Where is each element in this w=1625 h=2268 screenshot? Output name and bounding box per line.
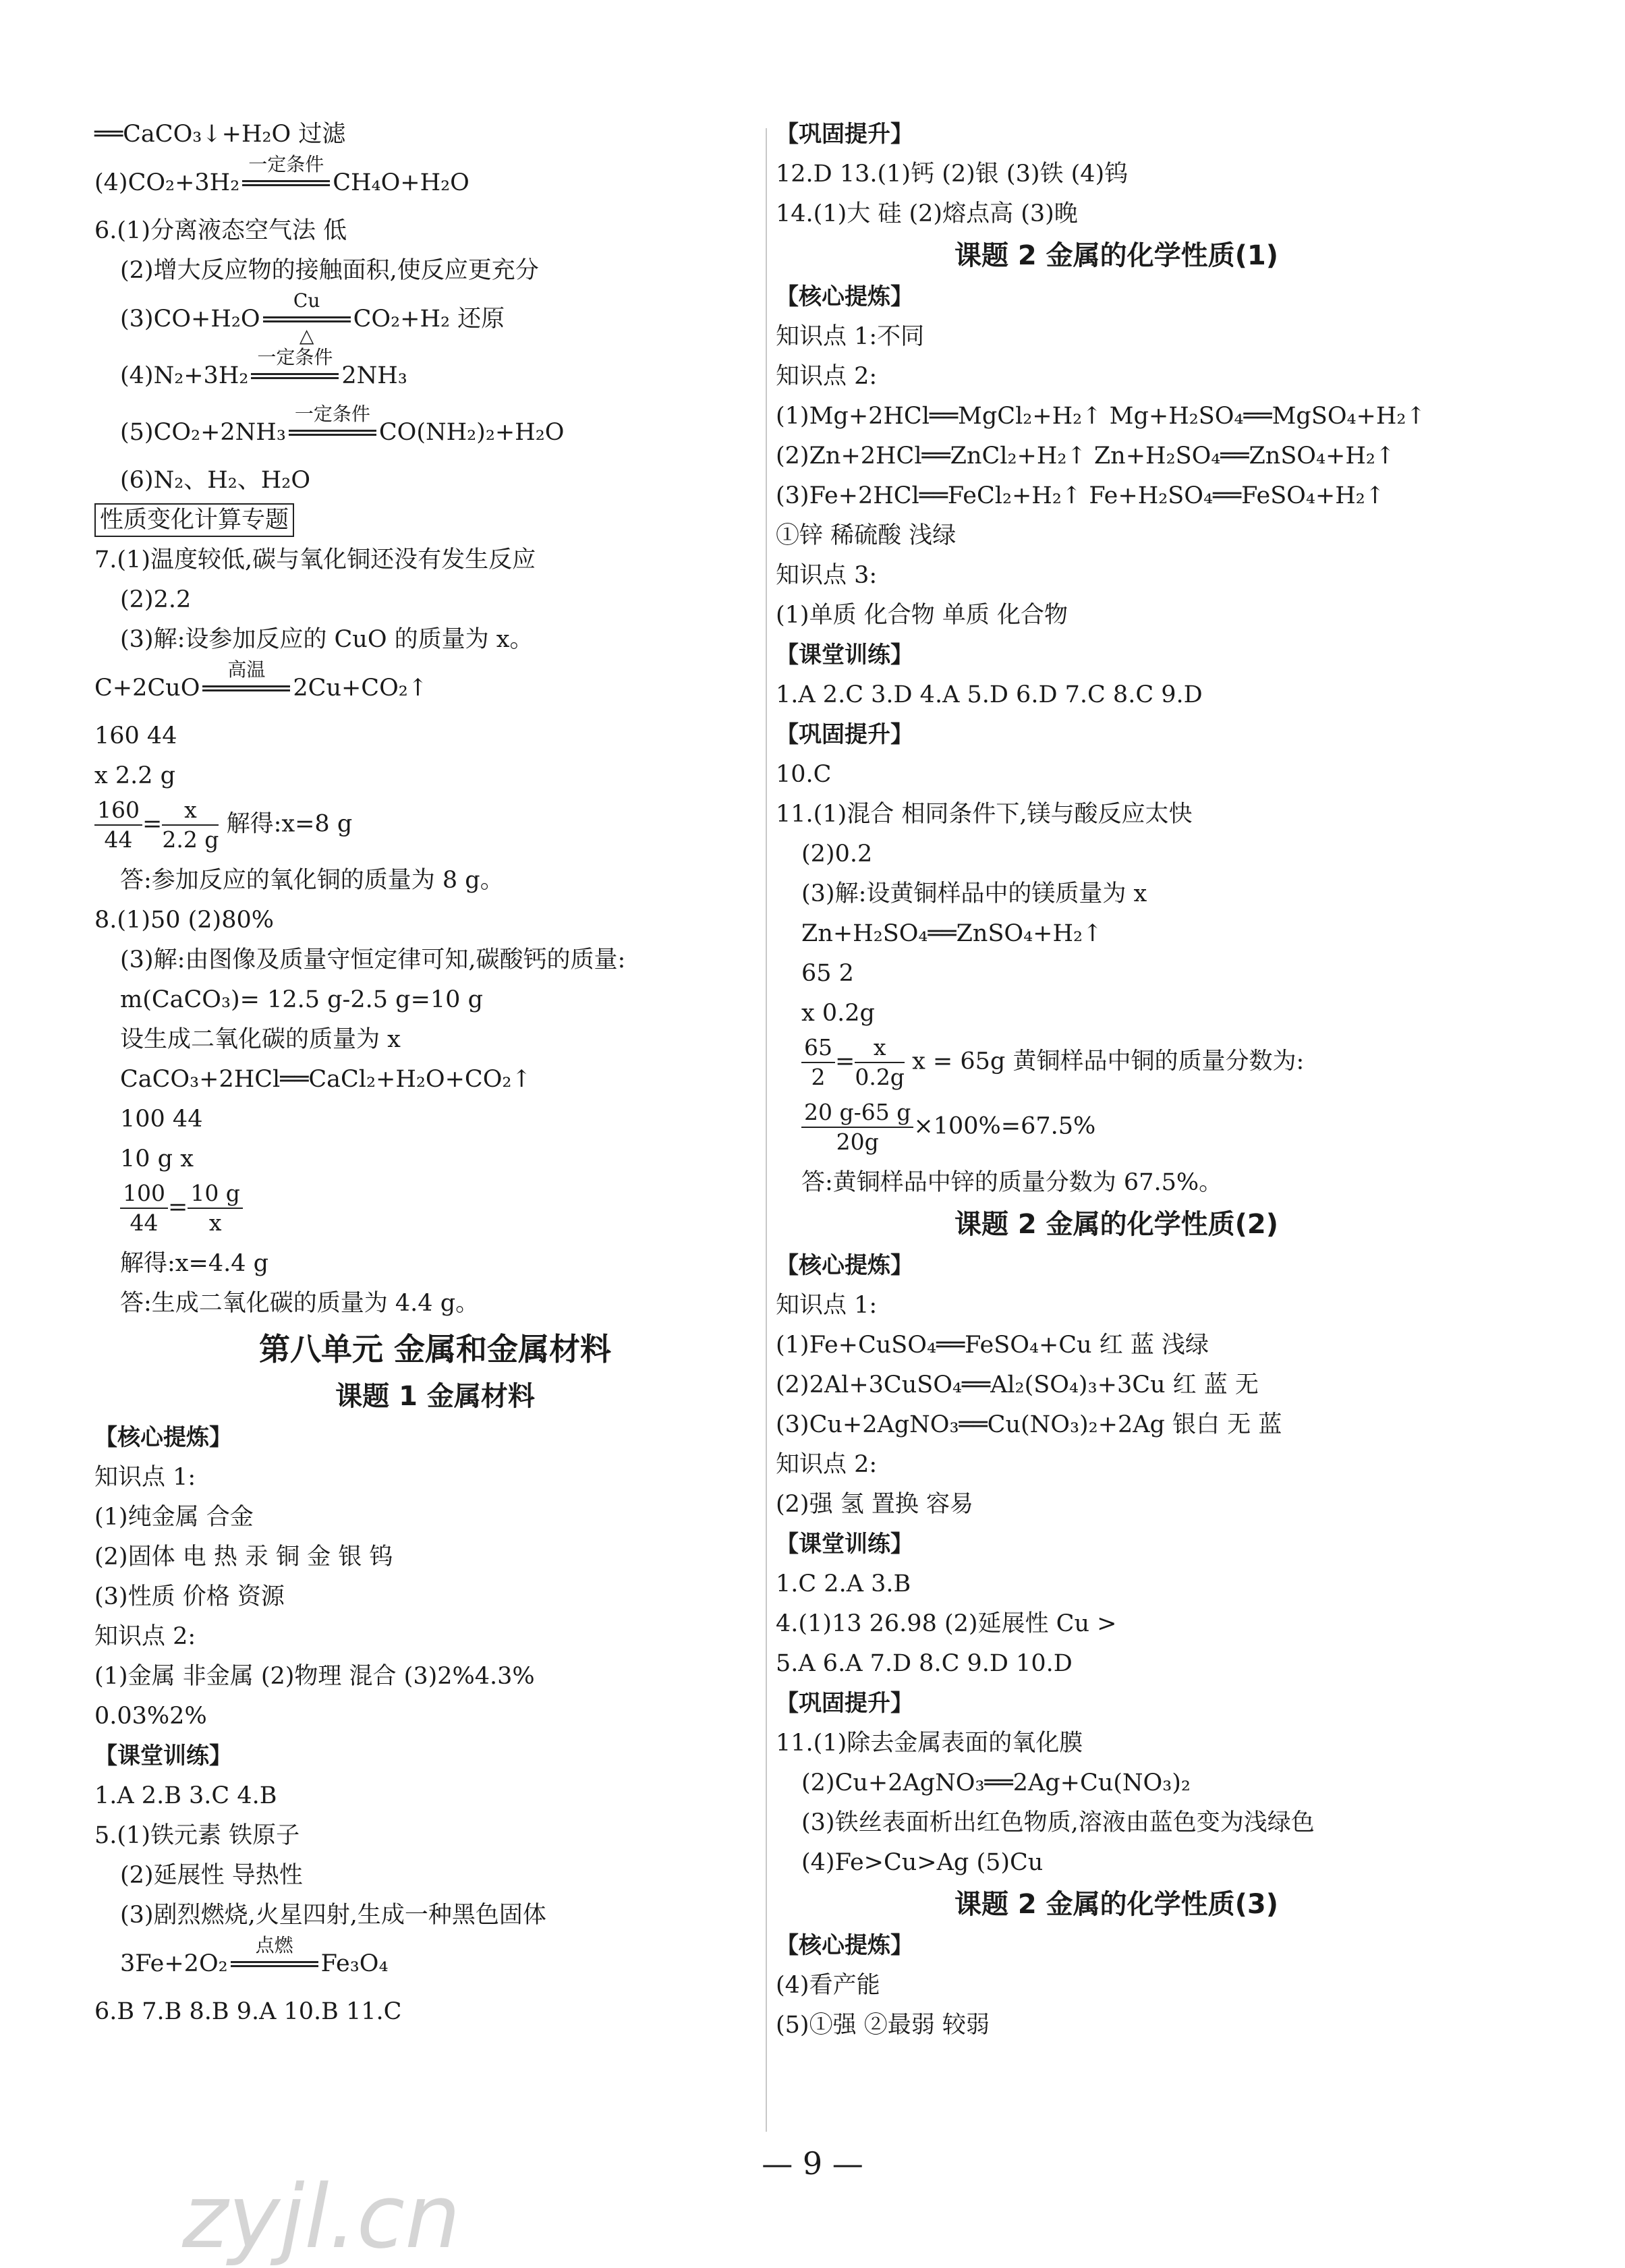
answer-line: Zn+H₂SO₄══ZnSO₄+H₂↑	[801, 920, 1103, 947]
reaction-condition: 一定条件	[248, 152, 324, 175]
lesson-title: 课题 1 金属材料	[335, 1381, 535, 1412]
double-bar-icon	[289, 430, 376, 436]
fraction-numerator: x	[855, 1033, 905, 1063]
products: 2Cu+CO₂↑	[293, 675, 428, 702]
reaction-arrow	[263, 289, 351, 347]
fraction-numerator: 20 g-65 g	[801, 1098, 913, 1128]
section-heading: 【巩固提升】	[776, 121, 913, 148]
answer-line: 设生成二氧化碳的质量为 x	[120, 1026, 401, 1053]
reaction-condition: 一定条件	[257, 345, 333, 368]
answer-line	[94, 404, 776, 461]
answer-line: (2)2Al+3CuSO₄══Al₂(SO₄)₃+3Cu 红 蓝 无	[776, 1371, 1259, 1398]
answer-line: 8.(1)50 (2)80%	[94, 907, 275, 934]
answer-line: CaCO₃+2HCl══CaCl₂+H₂O+CO₂↑	[120, 1066, 532, 1093]
reaction-condition: 点燃	[255, 1933, 293, 1956]
answer-line	[776, 1098, 1457, 1163]
section-heading: 【课堂训练】	[94, 1742, 232, 1769]
fraction-numerator: 10 g	[188, 1179, 243, 1209]
boxed-heading	[94, 501, 776, 540]
answer-line: (3)性质 价格 资源	[94, 1583, 285, 1610]
answer-line	[94, 291, 776, 347]
boxed-heading-label: 性质变化计算专题	[94, 503, 294, 537]
right-column	[776, 115, 1457, 2045]
answer-line	[94, 660, 776, 716]
answer-line: (1)Fe+CuSO₄══FeSO₄+Cu 红 蓝 浅绿	[776, 1332, 1209, 1359]
fraction	[188, 1179, 243, 1237]
answer-line: (2)0.2	[801, 841, 873, 868]
answer-line: 11.(1)除去金属表面的氧化膜	[776, 1730, 1083, 1757]
reaction-arrow	[251, 345, 339, 384]
reaction-arrow	[289, 402, 376, 441]
fraction	[162, 796, 219, 854]
fraction-numerator: 160	[94, 796, 142, 826]
answer-line: 知识点 3:	[776, 562, 878, 589]
answer-line: (1)金属 非金属 (2)物理 混合 (3)2%4.3%	[94, 1663, 535, 1690]
answer-line: 7.(1)温度较低,碳与氧化铜还没有发生反应	[94, 546, 536, 573]
answer-line: (6)N₂、H₂、H₂O	[120, 467, 311, 494]
fraction-denominator: 0.2g	[855, 1064, 905, 1090]
answer-line: (3)剧烈燃烧,火星四射,生成一种黑色固体	[120, 1902, 546, 1929]
watermark: zyjl.cn	[182, 2165, 461, 2268]
answer-line: (2)强 氢 置换 容易	[776, 1491, 973, 1518]
answer-line: 知识点 1:	[94, 1464, 196, 1491]
answer-line: (5)①强 ②最弱 较弱	[776, 2012, 990, 2039]
products: CH₄O+H₂O	[333, 169, 469, 196]
products: CO(NH₂)₂+H₂O	[378, 419, 565, 446]
fraction-denominator: 20g	[836, 1129, 879, 1155]
fraction-denominator: 2	[811, 1064, 826, 1090]
answer-line: 答:黄铜样品中锌的质量分数为 67.5%。	[801, 1169, 1223, 1196]
section-heading: 【核心提炼】	[94, 1424, 232, 1451]
fraction-denominator: 44	[104, 826, 133, 853]
answer-line: ══CaCO₃↓+H₂O 过滤	[94, 121, 346, 148]
answer-line: (3)解:设参加反应的 CuO 的质量为 x。	[120, 626, 534, 653]
answer-line: (1)纯金属 合金	[94, 1504, 254, 1531]
section-heading: 【核心提炼】	[776, 1932, 913, 1959]
reaction-arrow	[242, 152, 330, 191]
answer-line	[94, 1179, 776, 1244]
fraction-denominator: x	[208, 1210, 222, 1236]
lesson-title: 课题 2 金属的化学性质(1)	[954, 240, 1279, 271]
answer-line: 解得:x=4.4 g	[120, 1250, 269, 1277]
section-heading: 【核心提炼】	[776, 1252, 913, 1279]
answer-line: (3)Cu+2AgNO₃══Cu(NO₃)₂+2Ag 银白 无 蓝	[776, 1411, 1282, 1438]
fraction-numerator: 100	[120, 1179, 168, 1209]
answer-line: (3)解:由图像及质量守恒定律可知,碳酸钙的质量:	[120, 946, 626, 973]
answer-line: 11.(1)混合 相同条件下,镁与酸反应太快	[776, 801, 1193, 828]
answer-line: 5.(1)铁元素 铁原子	[94, 1822, 300, 1849]
answer-text: 解得:x=8 g	[219, 810, 353, 838]
unit-title: 第八单元 金属和金属材料	[258, 1331, 611, 1367]
reaction-condition-below: △	[299, 324, 314, 347]
answer-line: 65 2	[801, 960, 854, 987]
double-bar-icon	[202, 685, 290, 691]
answer-line: 知识点 2:	[776, 363, 878, 390]
fraction	[94, 796, 142, 854]
answer-line: 160 44	[94, 722, 177, 749]
answer-line: 4.(1)13 26.98 (2)延展性 Cu >	[776, 1610, 1117, 1637]
answer-line: (1)Mg+2HCl══MgCl₂+H₂↑ Mg+H₂SO₄══MgSO₄+H₂↑	[776, 403, 1426, 430]
double-bar-icon	[242, 180, 330, 186]
answer-line: 10 g x	[120, 1145, 194, 1172]
fraction-numerator: x	[162, 796, 219, 826]
answer-line: 答:参加反应的氧化铜的质量为 8 g。	[120, 867, 504, 894]
answer-line: m(CaCO₃)= 12.5 g-2.5 g=10 g	[120, 986, 483, 1013]
products: 2NH₃	[341, 362, 407, 389]
answer-line	[94, 347, 776, 404]
answer-line: 1.A 2.B 3.C 4.B	[94, 1782, 277, 1809]
answer-line: (2)Zn+2HCl══ZnCl₂+H₂↑ Zn+H₂SO₄══ZnSO₄+H₂↑	[776, 443, 1396, 470]
answer-line	[776, 1033, 1457, 1098]
answer-line: 知识点 1:不同	[776, 323, 925, 350]
answer-line: 12.D 13.(1)钙 (2)银 (3)铁 (4)钨	[776, 161, 1129, 188]
answer-line: 14.(1)大 硅 (2)熔点高 (3)晚	[776, 200, 1078, 227]
reactants: (3)CO+H₂O	[120, 306, 260, 333]
fraction-numerator: 65	[801, 1033, 835, 1063]
answer-line: (1)单质 化合物 单质 化合物	[776, 602, 1068, 629]
left-column	[94, 115, 776, 2032]
fraction-denominator: 44	[130, 1210, 159, 1236]
reactants: 3Fe+2O₂	[120, 1950, 228, 1977]
answer-line: 6.(1)分离液态空气法 低	[94, 217, 347, 244]
answer-line: 知识点 2:	[776, 1451, 878, 1478]
reactants: C+2CuO	[94, 675, 200, 702]
reaction-condition: 一定条件	[294, 402, 370, 425]
reactants: (5)CO₂+2NH₃	[120, 419, 286, 446]
answer-text: x = 65g 黄铜样品中铜的质量分数为:	[904, 1048, 1305, 1075]
answer-line: 1.C 2.A 3.B	[776, 1570, 911, 1597]
answer-line: (2)Cu+2AgNO₃══2Ag+Cu(NO₃)₂	[801, 1769, 1191, 1796]
answer-line: 5.A 6.A 7.D 8.C 9.D 10.D	[776, 1650, 1073, 1677]
lesson-title: 课题 2 金属的化学性质(2)	[954, 1209, 1279, 1240]
equals-sign: =	[142, 810, 163, 838]
equals-sign: =	[168, 1193, 188, 1221]
double-bar-icon	[251, 373, 339, 379]
answer-line: (2)2.2	[120, 586, 192, 613]
answer-text: ×100%=67.5%	[913, 1112, 1096, 1140]
answer-line: 6.B 7.B 8.B 9.A 10.B 11.C	[94, 1998, 402, 2025]
answer-line: 答:生成二氧化碳的质量为 4.4 g。	[120, 1290, 480, 1317]
answer-line	[94, 796, 776, 861]
fraction	[801, 1098, 913, 1156]
fraction	[120, 1179, 168, 1237]
section-heading: 【课堂训练】	[776, 1531, 913, 1558]
answer-line: 知识点 2:	[94, 1623, 196, 1650]
answer-line: (2)固体 电 热 汞 铜 金 银 钨	[94, 1543, 393, 1570]
fraction	[855, 1033, 905, 1092]
fraction-denominator: 2.2 g	[162, 826, 219, 853]
answer-line: 知识点 1:	[776, 1292, 878, 1319]
answer-line: (4)Fe>Cu>Ag (5)Cu	[801, 1849, 1044, 1876]
section-heading: 【核心提炼】	[776, 283, 913, 310]
answer-line: ①锌 稀硫酸 浅绿	[776, 522, 957, 549]
section-heading: 【课堂训练】	[776, 642, 913, 669]
double-bar-icon	[263, 316, 351, 322]
answer-line: 10.C	[776, 761, 832, 788]
reaction-arrow	[202, 658, 290, 696]
double-bar-icon	[231, 1961, 318, 1967]
answer-line: 1.A 2.C 3.D 4.A 5.D 6.D 7.C 8.C 9.D	[776, 681, 1203, 708]
answer-line: (2)增大反应物的接触面积,使反应更充分	[120, 257, 539, 284]
equals-sign: =	[835, 1048, 855, 1075]
products: Fe₃O₄	[320, 1950, 389, 1977]
reaction-condition: Cu	[293, 289, 320, 312]
reactants: (4)N₂+3H₂	[120, 362, 249, 389]
reaction-condition: 高温	[227, 658, 266, 681]
page-number: — 9 —	[762, 2145, 863, 2182]
lesson-title: 课题 2 金属的化学性质(3)	[954, 1889, 1279, 1920]
reactants: (4)CO₂+3H₂	[94, 169, 240, 196]
answer-line: x 2.2 g	[94, 762, 176, 789]
answer-line	[94, 154, 776, 211]
answer-line: x 0.2g	[801, 1000, 875, 1027]
answer-line: (3)铁丝表面析出红色物质,溶液由蓝色变为浅绿色	[801, 1809, 1315, 1836]
section-heading: 【巩固提升】	[776, 1690, 913, 1717]
answer-line: 100 44	[120, 1106, 203, 1133]
answer-line: (4)看产能	[776, 1972, 880, 1999]
answer-line	[94, 1935, 776, 1992]
products: CO₂+H₂ 还原	[353, 306, 505, 333]
answer-line: (2)延展性 导热性	[120, 1862, 303, 1889]
section-heading: 【巩固提升】	[776, 721, 913, 748]
fraction	[801, 1033, 835, 1092]
answer-line: (3)Fe+2HCl══FeCl₂+H₂↑ Fe+H₂SO₄══FeSO₄+H₂↑	[776, 482, 1386, 509]
answer-line: 0.03%2%	[94, 1703, 207, 1730]
answer-line: (3)解:设黄铜样品中的镁质量为 x	[801, 880, 1147, 907]
reaction-arrow	[231, 1933, 318, 1972]
